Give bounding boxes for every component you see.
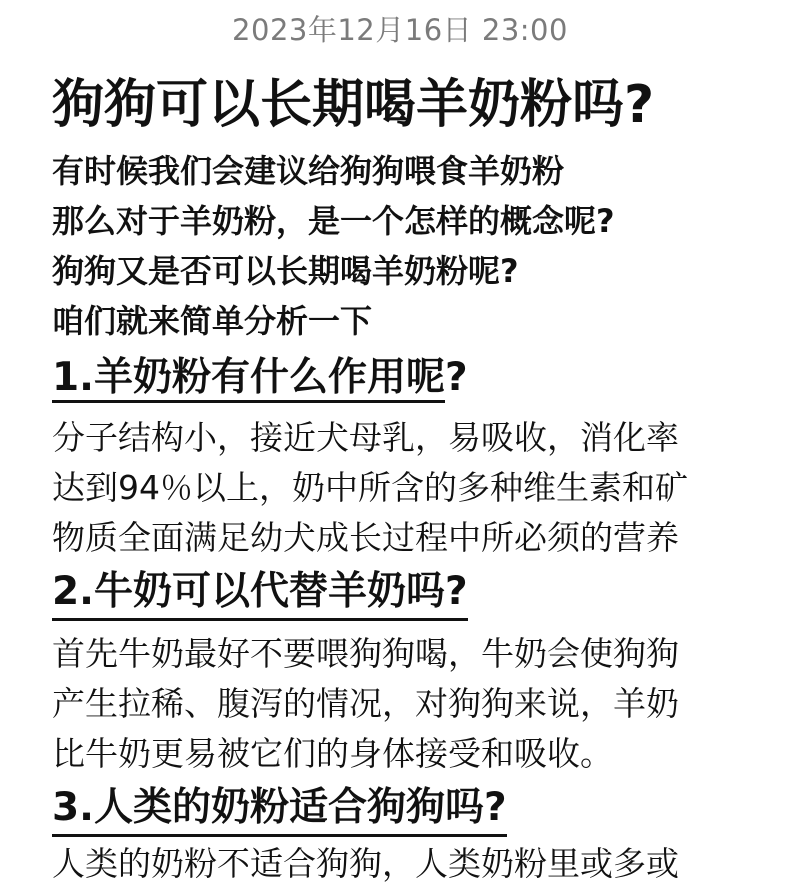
intro-line: 有时候我们会建议给狗狗喂食羊奶粉	[52, 152, 565, 190]
section-2-line: 产生拉稀、腹泻的情况，对狗狗来说，羊奶	[52, 684, 679, 723]
section-2-line: 首先牛奶最好不要喂狗狗喝，牛奶会使狗狗	[52, 634, 679, 673]
page-title: 狗狗可以长期喝羊奶粉吗?	[52, 75, 655, 135]
post-timestamp: 2023年12月16日 23:00	[232, 13, 568, 47]
section-1-line: 达到94％以上，奶中所含的多种维生素和矿	[52, 468, 688, 507]
intro-line: 狗狗又是否可以长期喝羊奶粉呢?	[52, 252, 519, 290]
section-1-line: 物质全面满足幼犬成长过程中所必须的营养	[52, 518, 679, 557]
section-heading-tail: ?	[444, 355, 468, 400]
section-1-line: 分子结构小，接近犬母乳，易吸收，消化率	[52, 418, 679, 457]
section-heading-1	[52, 346, 468, 404]
section-3-line: 人类的奶粉不适合狗狗，人类奶粉里或多或	[52, 844, 679, 883]
intro-line: 咱们就来简单分析一下	[52, 302, 373, 340]
section-heading-2	[52, 560, 468, 621]
section-heading-3	[52, 776, 507, 837]
intro-line: 那么对于羊奶粉，是一个怎样的概念呢?	[52, 202, 615, 240]
section-2-line: 比牛奶更易被它们的身体接受和吸收。	[52, 734, 613, 773]
section-heading-text: 2.牛奶可以代替羊奶吗?	[52, 569, 468, 614]
section-heading-text: 1.羊奶粉有什么作用呢	[52, 355, 445, 403]
section-heading-text: 3.人类的奶粉适合狗狗吗?	[52, 785, 507, 830]
